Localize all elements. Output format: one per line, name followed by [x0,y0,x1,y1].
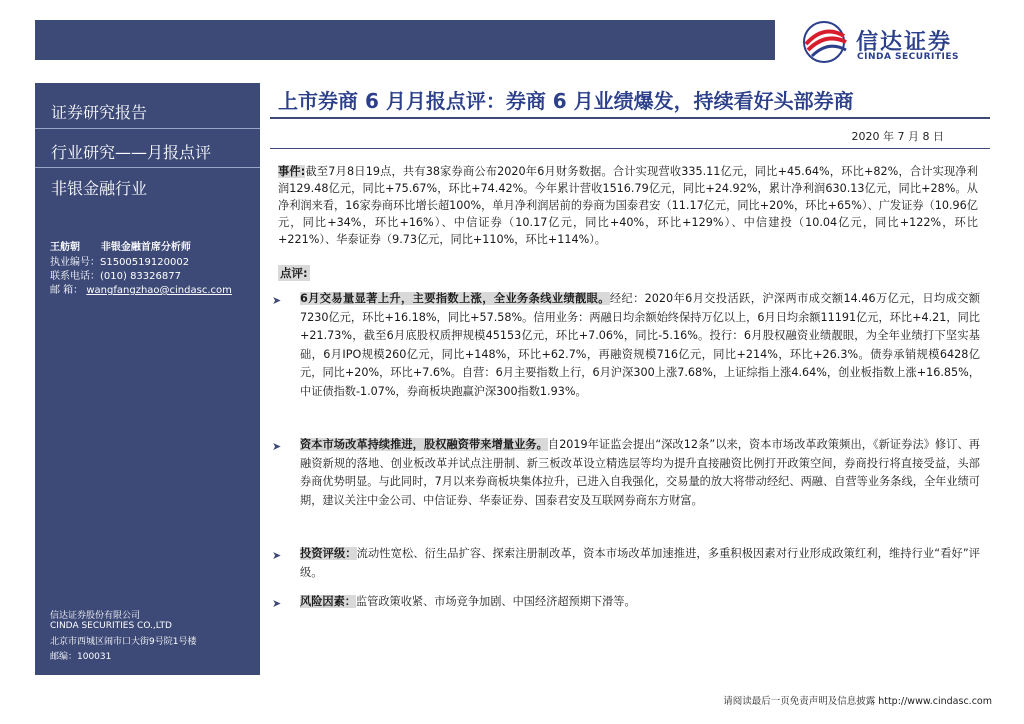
event-paragraph [278,163,978,248]
bullet-arrow-icon: ➤ [272,294,282,307]
title-divider [270,117,990,119]
top-banner [35,20,775,60]
bullet-arrow-icon: ➤ [272,440,282,453]
point-1 [300,290,980,401]
analyst-title: 非银金融首席分析师 [100,242,191,253]
report-date: 2020 年 7 月 8 日 [851,130,944,143]
point-2 [300,436,980,510]
sidebar-divider [35,128,260,129]
point-3 [300,545,980,582]
company-address: 北京市西城区闹市口大街9号院1号楼 [50,637,197,647]
page-footer: 请阅读最后一页免责声明及信息披露 http://www.cindasc.com [723,696,992,707]
report-type: 证券研究报告 [51,103,148,122]
logo-cn-text: 信达证券 [856,30,953,55]
email-link[interactable]: wangfangzhao@cindasc.com [86,285,232,296]
logo-mark-icon [800,20,852,64]
company-en: CINDA SECURITIES CO.,LTD [50,621,172,631]
cinda-logo [800,20,990,64]
sidebar-divider [35,167,260,168]
analyst-name-row [50,238,191,253]
industry: 非银金融行业 [51,179,148,198]
company-cn: 信达证券股份有限公司 [50,611,141,621]
company-postcode: 邮编：100031 [50,652,112,662]
point-1-head: 6月交易量显著上升，主要指数上涨，全业务条线业绩靓眼。 [300,292,610,305]
logo-en-text: CINDA SECURITIES [857,52,959,62]
analyst-email-row [50,281,232,296]
analyst-name: 王舫朝 [50,242,80,253]
event-label: 事件: [278,165,306,178]
comment-label: 点评: [280,266,308,280]
analyst-phone: 联系电话：(010) 83326877 [50,271,181,282]
bullet-arrow-icon: ➤ [272,549,282,562]
event-text: 截至7月8日19点，共有38家券商公布2020年6月财务数据。合计实现营收335.11亿元，同比+45.64%，环比+82%，合计实现净利润129.48亿元，同比+75.67%，环比+74.42%。今年累计营收1516.79亿元，同比+24.92%，累计净利润630.13亿元，同比+28%。从净利润来看，16家券商环比增长超100%，单月净利润居前的券商为国泰君安（11.17亿元，同比+20%，环比+65%）、广发证券（10.96亿元，同比+34%，环比+16%）、中信证券（10.17亿元，同比+40%，环比+129%）、中信建投（10.04亿元，同比+122%，环比+221%）、华泰证券（9.73亿元，同比+110%，环比+114%）。 [278,165,978,246]
point-4 [300,593,980,612]
bullet-arrow-icon: ➤ [272,597,282,610]
analyst-license: 执业编号：S1500519120002 [50,257,190,268]
point-4-body: 监管政策收紧、市场竞争加剧、中国经济超预期下滑等。 [355,595,636,608]
email-label: 邮 箱： [50,285,84,296]
point-4-head: 风险因素： [300,595,356,608]
category: 行业研究——月报点评 [51,143,212,162]
point-3-head: 投资评级： [300,547,357,560]
page-title: 上市券商 6 月月报点评：券商 6 月业绩爆发，持续看好头部券商 [278,89,854,113]
point-2-body: 自2019年证监会提出“深改12条”以来，资本市场改革政策频出，《新证券法》修订、再融资新规的落地、创业板改革并试点注册制、新三板改革设立精选层等均为提升直接融资比例打开政策空间，券商投行将直接受益，头部券商优势明显。与此同时，7月以来券商板块集体拉升，已进入自我强化，交易量的放大将带动经纪、两融、自营等业务条线，全年业绩可期，建议关注中金公司、中信证券、华泰证券、国泰君安及互联网券商东方财富。 [300,438,980,507]
point-3-body: 流动性宽松、衍生品扩容、探索注册制改革，资本市场改革加速推进，多重积极因素对行业形成政策红利，维持行业“看好”评级。 [300,547,980,579]
point-2-head: 资本市场改革持续推进，股权融资带来增量业务。 [300,438,548,451]
sidebar [35,83,260,675]
point-1-body: 经纪：2020年6月交投活跃，沪深两市成交额14.46万亿元，日均成交额7230亿元，环比+16.18%，同比+57.58%。信用业务：两融日均余额始终保持万亿以上，6月日均余额11191亿元，环比+4.21，同比+21.73%，截至6月底股权质押规模45153亿元，环比+7.06%，同比-5.16%。投行：6月股权融资业绩靓眼，为全年业绩打下坚实基础，6月IPO规模260亿元，同比+148%，环比+62.7%，再融资规模716亿元，同比+214%，环比+26.3%。债券承销规模6428亿元，同比+20%，环比+7.6%。自营：6月主要指数上行，6月沪深300上涨7.68%，上证综指上涨4.64%，创业板指数上涨+16.85%，中证债指数-1.07%，券商板块跑赢沪深300指数1.93%。 [300,292,980,398]
date-divider [270,148,990,149]
